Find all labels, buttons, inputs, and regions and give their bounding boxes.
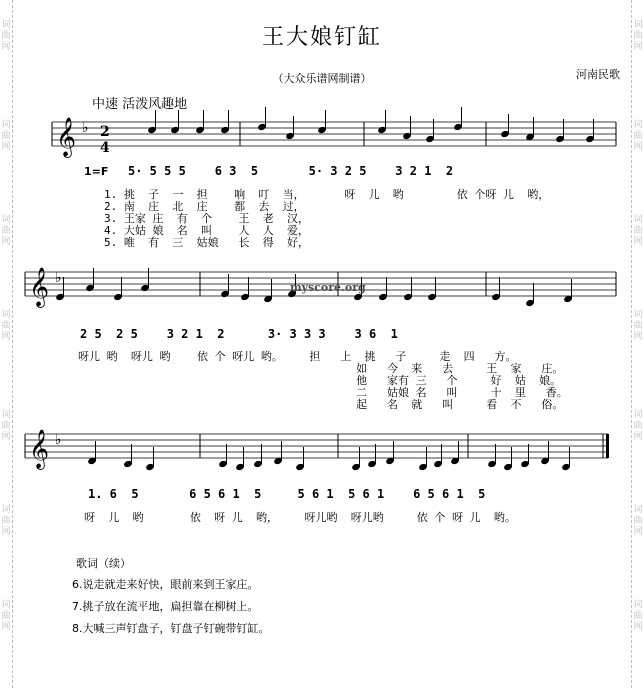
border-watermark: 词 曲 网 (633, 410, 643, 442)
lyric-row-2-verse-3: 他 家有 三 个 好 姑 娘。 (78, 374, 562, 387)
border-watermark: 词 曲 网 (633, 20, 643, 52)
border-watermark: 词 曲 网 (1, 310, 11, 342)
border-watermark: 词 曲 网 (633, 505, 643, 537)
extra-lyric-line-7: 7.挑子放在流平地，扁担靠在柳树上。 (72, 600, 259, 613)
extra-lyrics-heading: 歌词（续） (76, 557, 131, 570)
extra-lyric-line-8: 8.大喊三声钉盘子，钉盘子钉碗带钉缸。 (72, 622, 270, 635)
extra-lyric-line-6: 6.说走就走来好快，眼前来到王家庄。 (72, 578, 259, 591)
lyric-row-1-verse-3: 3. 王家 庄 有 个 王 老 汉， (104, 212, 309, 225)
lyric-row-1-verse-1: 1. 挑 子 一 担 响 叮 当， 呀 儿 哟 依 个呀 儿 哟， (104, 188, 550, 201)
flat-sign-icon: ♭ (55, 270, 62, 286)
lyric-row-2-verse-4: 二 姑娘 名 叫 十 里 香。 (78, 386, 568, 399)
jianpu-row-1: 5· 5 5 5 6 3 5 5· 3 2 5 3 2 1 2 (128, 164, 454, 178)
border-watermark: 词 曲 网 (633, 600, 643, 632)
lyric-row-3: 呀 儿 哟 依 呀 儿 哟， 呀儿哟 呀儿哟 依 个 呀 儿 哟。 (84, 511, 516, 524)
border-watermark: 词 曲 网 (1, 410, 11, 442)
time-signature-bottom: 4 (100, 140, 110, 156)
song-origin: 河南民歌 (576, 68, 620, 81)
border-watermark: 词 曲 网 (633, 120, 643, 152)
lyric-row-1-verse-5: 5. 唯 有 三 姑娘 长 得 好， (104, 236, 309, 249)
border-watermark: 词 曲 网 (1, 600, 11, 632)
border-watermark: 词 曲 网 (1, 20, 11, 52)
flat-sign-icon: ♭ (82, 120, 89, 136)
producer-credit: （大众乐谱网制谱） (272, 72, 372, 85)
song-title: 王大娘钉缸 (261, 25, 382, 50)
lyric-row-2-verse-2: 如 今 来 去 王 家 庄。 (78, 362, 564, 375)
border-watermark: 词 曲 网 (633, 215, 643, 247)
treble-clef-icon: 𝄞 (29, 429, 50, 469)
lyric-row-2-verse-1: 呀儿 哟 呀儿 哟 依 个 呀儿 哟。 担 上 挑 子 走 四 方。 (78, 350, 517, 363)
watermark-url: myscore.org (290, 281, 366, 294)
lyric-row-1-verse-2: 2. 南 庄 北 庄 都 去 过， (104, 200, 305, 213)
border-watermark: 词 曲 网 (633, 310, 643, 342)
key-signature: 1=F (84, 165, 109, 178)
lyric-row-1-verse-4: 4. 大姑 娘 名 叫 人 人 爱， (104, 224, 309, 237)
tempo-marking: 中速 活泼风趣地 (92, 97, 188, 112)
border-watermark: 词 曲 网 (1, 120, 11, 152)
jianpu-row-2: 2 5 2 5 3 2 1 2 3· 3 3 3 3 6 1 (80, 327, 398, 341)
lyric-row-2-verse-5: 起 名 就 叫 看 不 俗。 (78, 398, 564, 411)
border-watermark: 词 曲 网 (1, 505, 11, 537)
treble-clef-icon: 𝄞 (29, 267, 50, 307)
treble-clef-icon: 𝄞 (56, 117, 77, 157)
jianpu-row-3: 1. 6 5 6 5 6 1 5 5 6 1 5 6 1 6 5 6 1 5 (88, 487, 486, 501)
final-barline (606, 434, 609, 458)
time-signature-top: 2 (100, 124, 110, 140)
flat-sign-icon: ♭ (55, 432, 62, 448)
border-watermark: 词 曲 网 (1, 215, 11, 247)
